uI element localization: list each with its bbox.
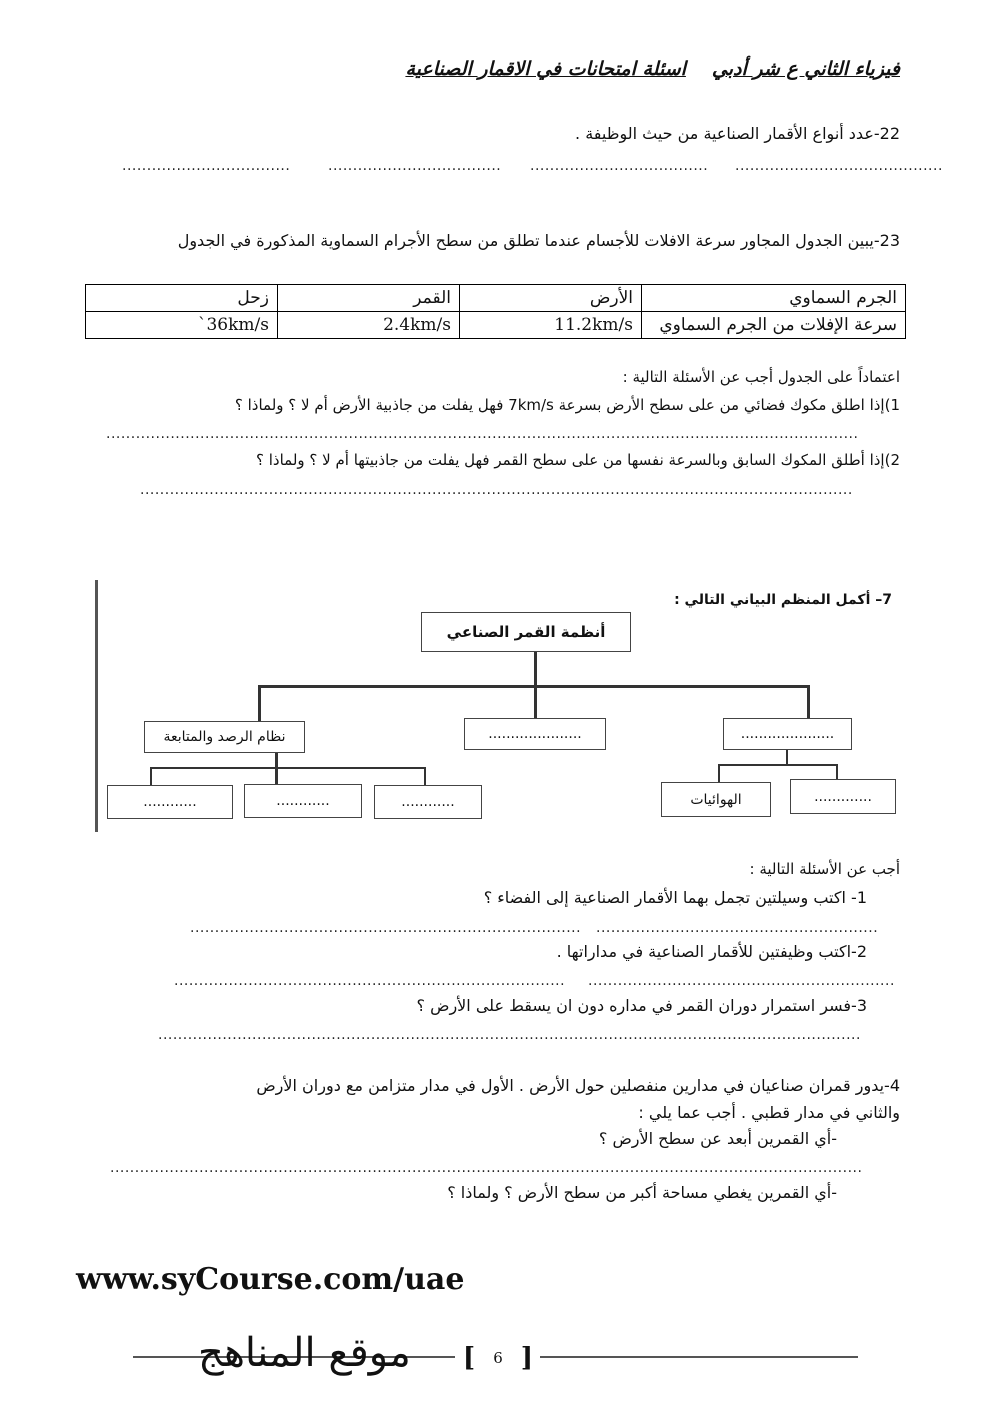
question-4a: -أي القمرين أبعد عن سطح الأرض ؟ [598,1129,837,1148]
answer-blank: ............................................................................... [190,920,582,936]
diagram-instruction: 7– أكمل المنظم البياني التالي : [674,592,892,608]
subquestion-2: 2)إذا أطلق المكوك السابق وبالسرعة نفسها من على سطح القمر فهل يفلت من جاذبيتها أم لا ؟ ولماذا ؟ [256,451,900,469]
answer-blank: .............................................................................................................................................. [158,1027,861,1043]
answer-blank: .................................... [530,158,709,174]
question-4-line2: والثاني في مدار قطبي . أجب عما يلي : [638,1103,900,1122]
connector [836,764,838,780]
connector [786,750,788,764]
answer-blank: .............................................................. [588,973,895,989]
diagram-leaf: الهوائيات [661,782,771,817]
answer-blank: ........................................................................................................................................................ [110,1160,863,1176]
bracket-left-icon: [ [462,1343,476,1373]
page-number-box [458,1340,538,1376]
diagram-leaf: ............ [244,784,362,818]
answer-blank: ......................................................... [596,920,879,936]
connector [150,767,152,786]
page-number: 6 [493,1349,503,1367]
footer-url[interactable]: www.syCourse.com/uae [76,1262,465,1297]
header-topic: اسئلة امتحانات في الاقمار الصناعية [405,58,686,80]
question-23: 23-يبين الجدول المجاور سرعة الافلات للأجسام عندما تطلق من سطح الأجرام السماوية المذكورة في الجدول [177,231,900,250]
connector [534,652,537,686]
answer-blank: ........................................................................................................................................................ [106,426,859,442]
table-header-label: الجرم السماوي [642,285,906,312]
connector [424,767,426,786]
diagram-branch-middle: ..................... [464,718,606,750]
diagram-branch-left: نظام الرصد والمتابعة [144,721,305,753]
table-cell: القمر [278,285,460,312]
diagram-leaf: ............ [374,785,482,819]
header-subject: فيزياء الثاني ع شر أدبي [711,58,900,80]
connector [275,753,278,787]
answer-blank: ................................... [328,158,502,174]
table-cell: الأرض [460,285,642,312]
table-row-label: سرعة الإفلات من الجرم السماوي [642,312,906,339]
scan-border [95,580,98,832]
answer-blank: ............................................................................... [174,973,566,989]
question-4b: -أي القمرين يغطي مساحة أكبر من سطح الأرض ؟ ولماذا ؟ [447,1183,837,1202]
answer-question-2: 2-اكتب وظيفتين للأقمار الصناعية في مداراتها . [556,942,867,961]
connector [534,685,537,719]
question-22: 22-عدد أنواع الأقمار الصناعية من حيث الوظيفة . [575,124,900,143]
table-cell: 11.2km/s [460,312,642,339]
connector [718,764,720,782]
subquestion-1: 1)إذا اطلق مكوك فضائي من على سطح الأرض بسرعة 7km/s فهل يفلت من جاذبية الأرض أم لا ؟ ولماذا ؟ [234,396,900,414]
connector [150,767,425,769]
table-cell: 2.4km/s [278,312,460,339]
bracket-right-icon: ] [520,1343,534,1373]
table-cell: زحل [86,285,278,312]
table-row [86,285,906,312]
answer-blank: ................................................................................................................................................ [140,482,853,498]
escape-velocity-table [85,284,906,339]
diagram-root-box: أنظمة القمر الصناعي [421,612,631,652]
diagram-branch-right: ..................... [723,718,852,750]
diagram-leaf: ............. [790,779,896,814]
site-logo: موقع المناهج [198,1330,411,1376]
table-row [86,312,906,339]
connector [807,685,810,718]
answer-question-3: 3-فسر استمرار دوران القمر في مداره دون ان يسقط على الأرض ؟ [416,996,867,1015]
answer-question-1: 1- اكتب وسيلتين تجمل بهما الأقمار الصناعية إلى الفضاء ؟ [483,888,867,907]
answers-intro: أجب عن الأسئلة التالية : [749,860,900,878]
answer-blank: .......................................... [735,158,943,174]
page-header [405,58,900,80]
footer-rule-right [540,1356,858,1358]
question-4: 4-يدور قمران صناعيان في مدارين منفصلين حول الأرض . الأول في مدار متزامن مع دوران الأرض [256,1076,900,1095]
connector [258,685,261,721]
connector [718,764,838,766]
diagram-leaf: ............ [107,785,233,819]
table-cell: 36km/s` [86,312,278,339]
answer-blank: .................................. [122,158,291,174]
table-instructions: اعتماداً على الجدول أجب عن الأسئلة التالية : [622,368,900,386]
